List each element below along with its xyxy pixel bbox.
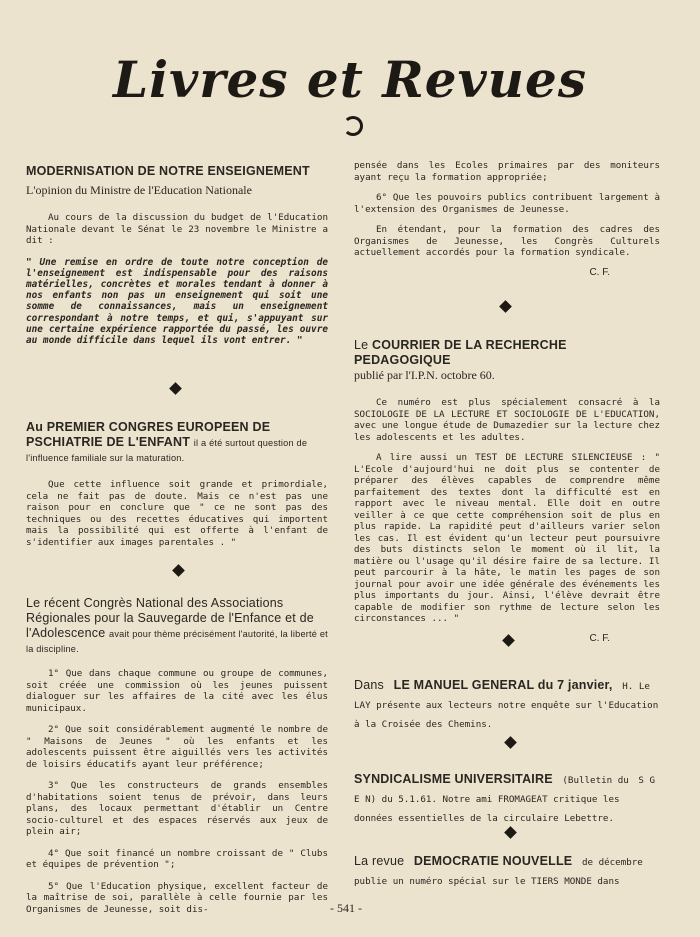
resolution-item: 3° Que les constructeurs de grands ensembles d'habitations soient tenus de prévoir, dans leurs plans, des locaux permettant d'établir un Centre socio-culturel et des espaces réservés aux jeux de plein air; (26, 780, 328, 837)
article-congres-national (26, 596, 328, 915)
heading-prefix: Dans (354, 678, 384, 692)
ornament-icon (343, 116, 363, 136)
article-paragraph: Que cette influence soit grande et primordiale, cela ne fait pas de doute. Mais ce n'est pas une raison pour en conclure que " ce ne sont pas des techniques ou des recettes éducatives qui importent mais la possibilité qui est offerte à l'enfant de s'identifier aux images parentales . " (26, 479, 328, 548)
resolution-item: 4° Que soit financé un nombre croissant de " Clubs et équipes de prévention "; (26, 847, 328, 870)
heading-prefix: Le (354, 338, 369, 352)
article-body (354, 850, 660, 888)
article-paragraph: En étendant, pour la formation des cadres des Organismes de Jeunesse, les Congrès Culturels actuellement accordés pour la formation syndicale. (354, 224, 660, 258)
resolution-item: 2° Que soit considérablement augmenté le nombre de " Maisons de Jeunes " où les enfants et les adolescents puissent être aiguillés vers les activités de loisirs éducatifs ayant leur préférence; (26, 724, 328, 770)
heading-text: DEMOCRATIE NOUVELLE (413, 854, 573, 868)
heading-text: Au PREMIER CONGRES EUROPEEN DE PSCHIATRIE DE L'ENFANT (26, 420, 271, 449)
page-title: Livres et Revues (113, 50, 587, 109)
article-modernisation (26, 164, 328, 346)
heading-text: Le récent Congrès National des Associations Régionales pour la Sauvegarde de l'Enfance et de l'Adolescence (26, 596, 314, 640)
article-paragraph: Au cours de la discussion du budget de l'Education Nationale devant le Sénat le 23 novembre le Ministre a dit : (26, 212, 328, 246)
separator-diamond-icon (504, 826, 517, 839)
article-democratie-nouvelle (354, 850, 660, 888)
article-heading: MODERNISATION DE NOTRE ENSEIGNEMENT (26, 164, 310, 178)
article-syndicalisme (354, 768, 660, 825)
article-subheading: publié par l'I.P.N. octobre 60. (354, 368, 495, 382)
separator-diamond-icon (169, 382, 182, 395)
heading-prefix: La revue (354, 854, 405, 868)
article-heading (354, 338, 660, 368)
article-heading (26, 420, 328, 465)
heading-text: SYNDICALISME UNIVERSITAIRE (354, 772, 553, 786)
article-courrier-recherche (354, 338, 660, 644)
resolution-item: 1° Que dans chaque commune ou groupe de communes, soit créée une commission où les jeunes puissent dialoguer sur les affaires de la cité avec les élus municipaux. (26, 668, 328, 714)
article-paragraph: A lire aussi un TEST DE LECTURE SILENCIEUSE : " L'Ecole d'aujourd'hui ne doit plus se contenter de préparer des élèves capables de comprendre même parfaitement des textes dont la difficulté est en rapport avec le niveau mental. Elle doit en outre veiller à ce que cette compréhension soit de plus en plus rapide. La rapidité peut d'ailleurs varier selon les cas. Il est évident qu'un lecteur peut poursuivre des buts distincts selon le moment où il lit, la matière ou l'usage qu'il désire faire de sa lecture. Il peut parcourir à la hâte, le matin les pages de son journal pour avoir une idée générale des événements les plus importants du jour. Ainsi, l'élève devrait être capable de modifier son rythme de lecture selon les circonstances ... " (354, 452, 660, 624)
heading-text: LE MANUEL GENERAL du 7 janvier, (393, 678, 613, 692)
article-subheading: L'opinion du Ministre de l'Education Nationale (26, 183, 252, 197)
article-body (354, 674, 660, 731)
author-signature: C. F. (589, 266, 610, 278)
resolution-item: 6° Que les pouvoirs publics contribuent largement à l'extension des Organismes de Jeunesse. (354, 192, 660, 215)
page-number: - 541 - (330, 901, 362, 915)
article-congres-europeen (26, 420, 328, 548)
separator-diamond-icon (499, 300, 512, 313)
heading-lead: avait pour thème précisément l'autorité, la liberté et la discipline. (26, 629, 328, 654)
heading-lead: il a été surtout question de l'influence familiale sur la maturation. (26, 438, 308, 463)
heading-text: COURRIER DE LA RECHERCHE PEDAGOGIQUE (354, 338, 567, 367)
article-heading (26, 596, 328, 656)
article-manuel-general (354, 674, 660, 731)
resolution-item: 5° Que l'Education physique, excellent facteur de la maîtrise de soi, parallèle à celle fournie par les Organismes de Jeunesse, soit dis- (26, 880, 328, 915)
minister-quote: " Une remise en ordre de toute notre conception de l'enseignement est indispensable pour des raisons matérielles, concrètes et morales tendant à donner à nos enfants non pas un enseignement qui soit une somme de connaissances, mais un enseignement correspondant à notre temps, et qui, s'appuyant sur une certaine expérience rapportée du passé, les ouvre au monde difficile dans lequel ils vont entrer. " (26, 256, 328, 346)
separator-diamond-icon (504, 736, 517, 749)
article-paragraph: pensée dans les Ecoles primaires par des moniteurs ayant reçu la formation appropriée; (354, 160, 660, 183)
heading-suffix: de décembre (581, 857, 643, 868)
article-body (354, 768, 660, 825)
heading-paren: (Bulletin du (562, 775, 629, 786)
article-paragraph: S G E N) du 5.1.61. Notre ami FROMAGEAT critique les données essentielles de la circulaire Lebettre. (354, 775, 656, 824)
separator-diamond-icon (172, 564, 185, 577)
article-paragraph: Ce numéro est plus spécialement consacré à la SOCIOLOGIE DE LA LECTURE ET SOCIOLOGIE DE L'EDUCATION, avec une longue étude de Dumazedier sur la lecture chez les adolescents et les adultes. (354, 397, 660, 443)
article-continuation (354, 160, 660, 278)
article-paragraph: publie un numéro spécial sur le TIERS MONDE dans (354, 876, 620, 887)
article-paragraph: H. Le LAY présente aux lecteurs notre enquête sur l'Education à la Croisée des Chemins. (354, 681, 659, 730)
author-signature: C. F. (589, 632, 610, 644)
